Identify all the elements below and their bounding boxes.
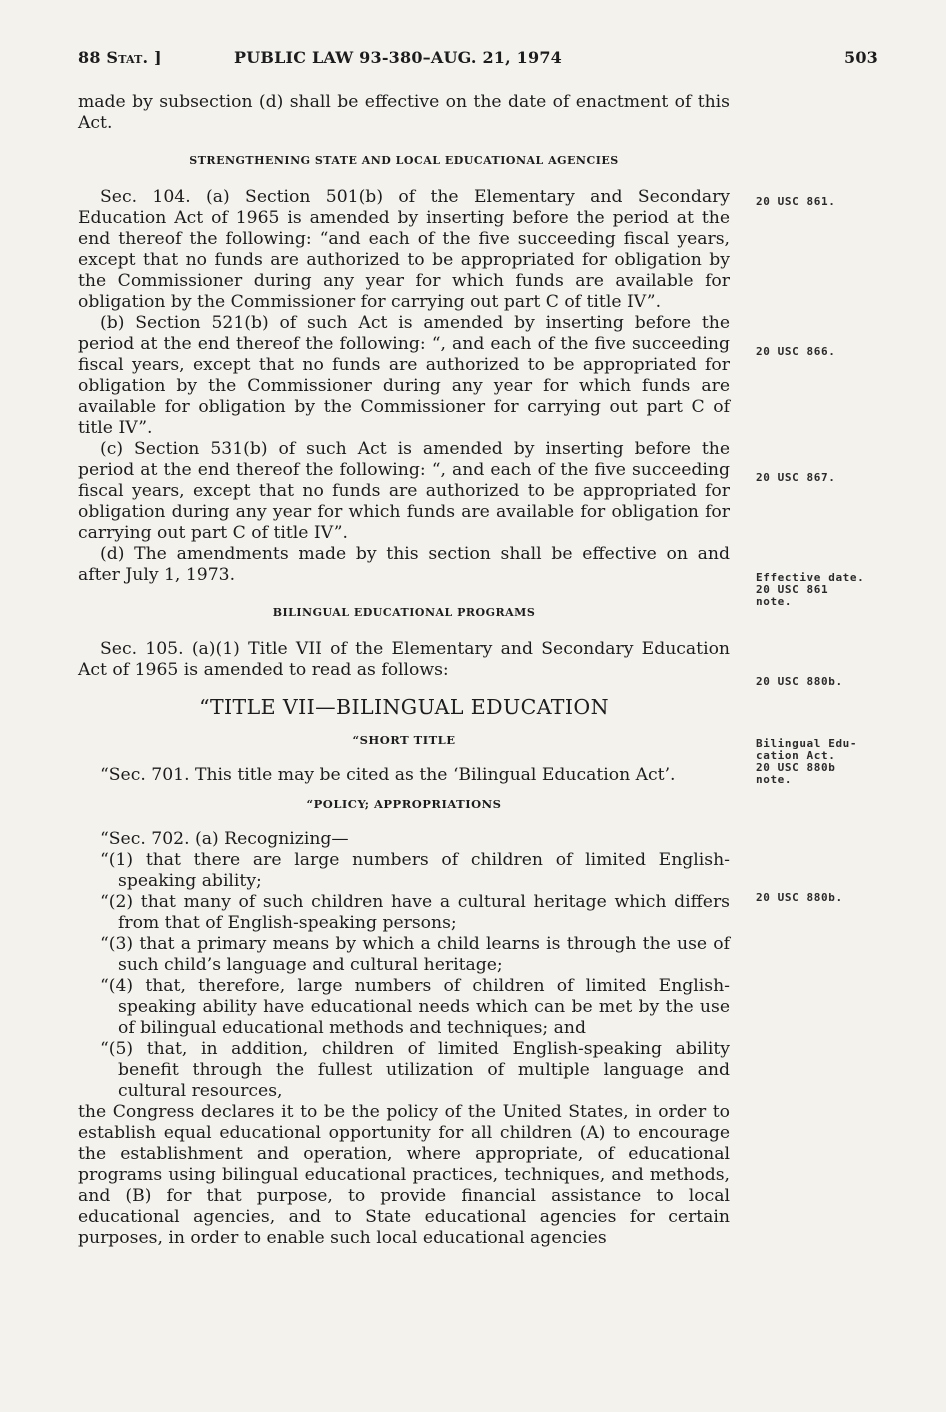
- margin-note: [756, 572, 884, 608]
- margin-note-line: 20 USC 861: [756, 583, 829, 596]
- paragraph: “Sec. 702. (a) Recognizing—: [100, 829, 349, 849]
- margin-note-line: note.: [756, 773, 793, 786]
- list-item: “(2) that many of such children have a cultural heritage which differs from that of English-speaking persons;: [100, 892, 730, 933]
- subsection-heading: “POLICY; APPROPRIATIONS: [306, 797, 502, 811]
- list-item: “(4) that, therefore, large numbers of children of limited English-speaking ability have educational needs which can be met by the use of bilingual educational methods and techniques; and: [100, 976, 730, 1038]
- margin-note-line: 20 USC 880b: [756, 761, 836, 774]
- header-volume: 88 Stat. ]: [78, 48, 162, 67]
- subsection-heading: “SHORT TITLE: [352, 733, 456, 747]
- margin-note: [756, 892, 884, 904]
- list-item: “(1) that there are large numbers of children of limited English-speaking ability;: [100, 850, 730, 891]
- margin-note-line: 20 USC 866.: [756, 345, 836, 358]
- margin-note: [756, 196, 884, 208]
- margin-note: [756, 472, 884, 484]
- paragraph: (d) The amendments made by this section shall be effective on and after July 1, 1973.: [78, 544, 730, 585]
- margin-note-line: 20 USC 880b.: [756, 891, 843, 904]
- page-number: 503: [844, 48, 878, 67]
- margin-note: [756, 738, 884, 786]
- body-text: [78, 92, 730, 1249]
- margin-note-line: 20 USC 867.: [756, 471, 836, 484]
- margin-note-line: Bilingual Edu-: [756, 737, 858, 750]
- header-title: PUBLIC LAW 93-380–AUG. 21, 1974: [234, 48, 562, 67]
- margin-note-line: note.: [756, 595, 793, 608]
- margin-note-line: cation Act.: [756, 749, 836, 762]
- margin-note-line: Effective date.: [756, 571, 865, 584]
- paragraph: “Sec. 701. This title may be cited as the ‘Bilingual Education Act’.: [100, 765, 676, 785]
- section-heading: BILINGUAL EDUCATIONAL PROGRAMS: [272, 606, 536, 619]
- paragraph: Sec. 105. (a)(1) Title VII of the Elementary and Secondary Education Act of 1965 is amended to read as follows:: [78, 639, 730, 680]
- paragraph: made by subsection (d) shall be effective on the date of enactment of this Act.: [78, 92, 730, 133]
- list-item: “(3) that a primary means by which a child learns is through the use of such child’s language and cultural heritage;: [100, 934, 730, 975]
- margin-note: [756, 676, 884, 688]
- paragraph: the Congress declares it to be the policy of the United States, in order to establish equal educational opportunity for all children (A) to encourage the establishment and operation, where appropriate, of educational programs using bilingual educational practices, techniques, and methods, and (B) for that purpose, to provide financial assistance to local educational agencies, and to State educational agencies for certain purposes, in order to enable such local educational agencies: [78, 1102, 730, 1248]
- paragraph: (c) Section 531(b) of such Act is amended by inserting before the period at the end thereof the following: “, and each of the five succeeding fiscal years, except that no funds are authorized to be appropriated for obligation during any year for which funds are available for obligation for carrying out part C of title IV”.: [78, 439, 730, 543]
- margin-note: [756, 346, 884, 358]
- margin-note-line: 20 USC 861.: [756, 195, 836, 208]
- paragraph: Sec. 104. (a) Section 501(b) of the Elementary and Secondary Education Act of 1965 is amended by inserting before the period at the end thereof the following: “and each of the five succeeding fiscal years, except that no funds are authorized to be appropriated for obligation by the Commissioner during any year for which funds are available for obligation by the Commissioner for carrying out part C of title IV”.: [78, 187, 730, 312]
- section-heading: STRENGTHENING STATE AND LOCAL EDUCATIONAL AGENCIES: [189, 154, 619, 167]
- paragraph: (b) Section 521(b) of such Act is amended by inserting before the period at the end thereof the following: “, and each of the five succeeding fiscal years, except that no funds are authorized to be appropriated for obligation by the Commissioner during any year for which funds are available for obligation by the Commissioner for carrying out part C of title IV”.: [78, 313, 730, 438]
- margin-note-line: 20 USC 880b.: [756, 675, 843, 688]
- list-item: “(5) that, in addition, children of limited English-speaking ability benefit through the fullest utilization of multiple language and cultural resources,: [100, 1039, 730, 1101]
- title-heading: “TITLE VII—BILINGUAL EDUCATION: [199, 695, 609, 719]
